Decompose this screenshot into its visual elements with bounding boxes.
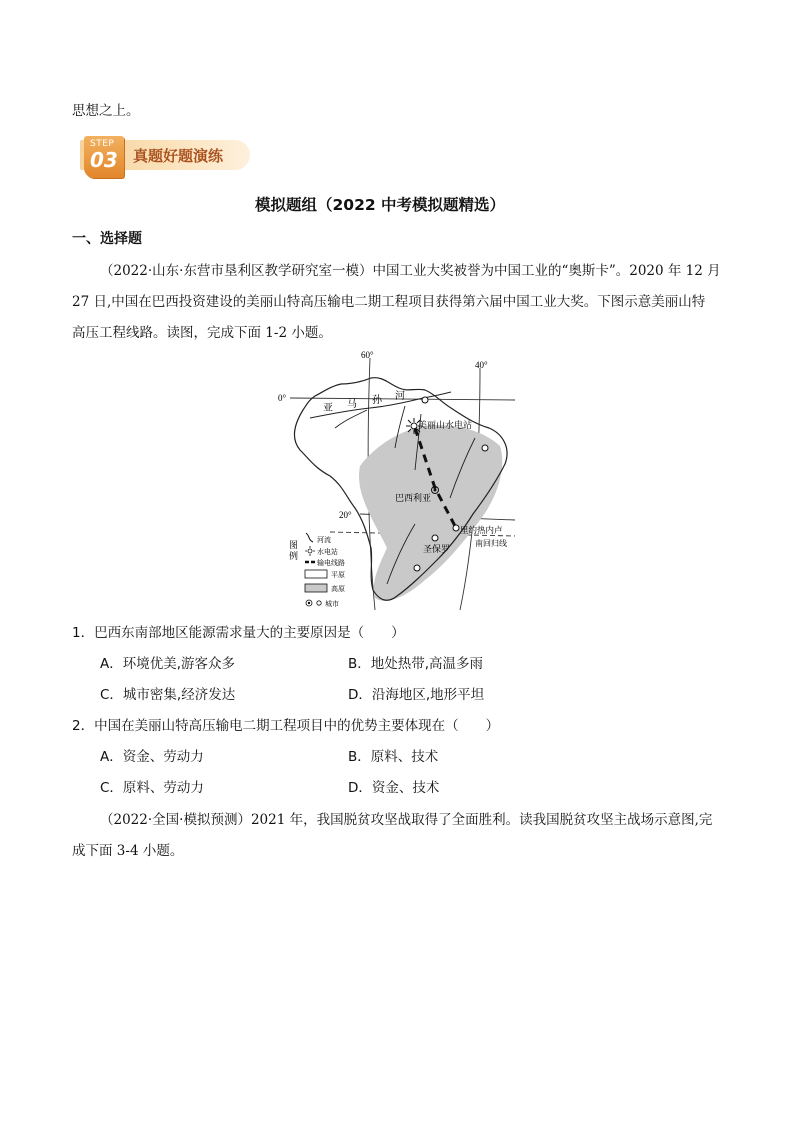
intro-tail-text: 思想之上。 xyxy=(72,103,140,119)
question-2-option-c: C．原料、劳动力 xyxy=(100,780,204,796)
saopaulo-label: 圣保罗 xyxy=(423,545,451,555)
legend-city-icon xyxy=(308,602,310,604)
city-marker xyxy=(482,445,488,451)
brasilia-label: 巴西利亚 xyxy=(395,494,432,504)
city-marker xyxy=(414,565,420,571)
question-2-option-d: D．资金、技术 xyxy=(348,780,440,796)
passage1-line3: 高压工程线路。读图，完成下面 1-2 小题。 xyxy=(72,325,332,341)
tropic-label: 南回归线 xyxy=(475,539,507,548)
lat-20-label: 20° xyxy=(339,510,352,520)
passage1-line2: 27 日,中国在巴西投资建设的美丽山特高压输电二期工程项目获得第六届中国工业大奖。下图示意美丽山特 xyxy=(72,294,706,310)
step-word: STEP xyxy=(90,139,115,149)
legend-plateau-swatch xyxy=(305,584,327,592)
brazil-map xyxy=(275,348,525,613)
river-char: 马 xyxy=(347,399,357,410)
legend-label: 高原 xyxy=(331,585,345,593)
passage2-line2: 成下面 3-4 小题。 xyxy=(72,843,184,859)
legend-label: 输电线路 xyxy=(317,559,345,567)
rio-label: 里约热内卢 xyxy=(460,526,503,536)
city-marker xyxy=(422,397,428,403)
plateau-area xyxy=(359,425,502,601)
legend-label: 水电站 xyxy=(317,548,338,556)
legend-hydro-icon xyxy=(305,546,315,556)
legend-plain-swatch xyxy=(305,570,327,578)
passage2-line1: （2022·全国·模拟预测）2021 年，我国脱贫攻坚战取得了全面胜利。读我国脱贫攻坚主战场示意图,完 xyxy=(100,812,713,828)
step-number: 03 xyxy=(90,148,118,172)
question-2-option-b: B．原料、技术 xyxy=(348,749,439,765)
part-heading: 一、选择题 xyxy=(72,231,142,247)
lon-60-label: 60° xyxy=(361,350,374,360)
river-char: 河 xyxy=(395,391,405,402)
section-title: 模拟题组（2022 中考模拟题精选） xyxy=(255,196,506,214)
question-1-option-b: B．地处热带,高温多雨 xyxy=(348,656,484,672)
passage1-line1: （2022·山东·东营市垦利区教学研究室一模）中国工业大奖被誉为中国工业的“奥斯卡”。2020 年 12 月 xyxy=(100,263,721,279)
question-1-option-a: A．环境优美,游客众多 xyxy=(100,656,236,672)
legend-label: 城市 xyxy=(325,600,339,608)
station-label: 美丽山水电站 xyxy=(418,421,473,431)
legend-title-char: 图 xyxy=(289,541,299,551)
legend-label: 平原 xyxy=(331,571,345,579)
city-rio-marker xyxy=(453,525,459,531)
city-brasilia-dot xyxy=(434,489,437,492)
legend-city-icon xyxy=(317,601,321,605)
legend-river-icon xyxy=(306,533,313,542)
lat-0-label: 0° xyxy=(278,393,287,403)
question-1-stem: 1．巴西东南部地区能源需求量大的主要原因是（ ） xyxy=(72,625,405,641)
legend-title-char: 例 xyxy=(289,552,299,562)
question-2-stem: 2．中国在美丽山特高压输电二期工程项目中的优势主要体现在（ ） xyxy=(72,718,500,734)
question-1-option-d: D．沿海地区,地形平坦 xyxy=(348,687,485,703)
city-saopaulo-marker xyxy=(432,535,438,541)
question-2-option-a: A．资金、劳动力 xyxy=(100,749,204,765)
map-legend xyxy=(289,533,345,608)
river-char: 孙 xyxy=(372,395,382,406)
lon-40-label: 40° xyxy=(475,360,488,370)
question-1-option-c: C．城市密集,经济发达 xyxy=(100,687,236,703)
river-char: 亚 xyxy=(323,403,333,414)
step-title: 真题好题演练 xyxy=(133,147,224,165)
legend-label: 河流 xyxy=(317,536,331,544)
